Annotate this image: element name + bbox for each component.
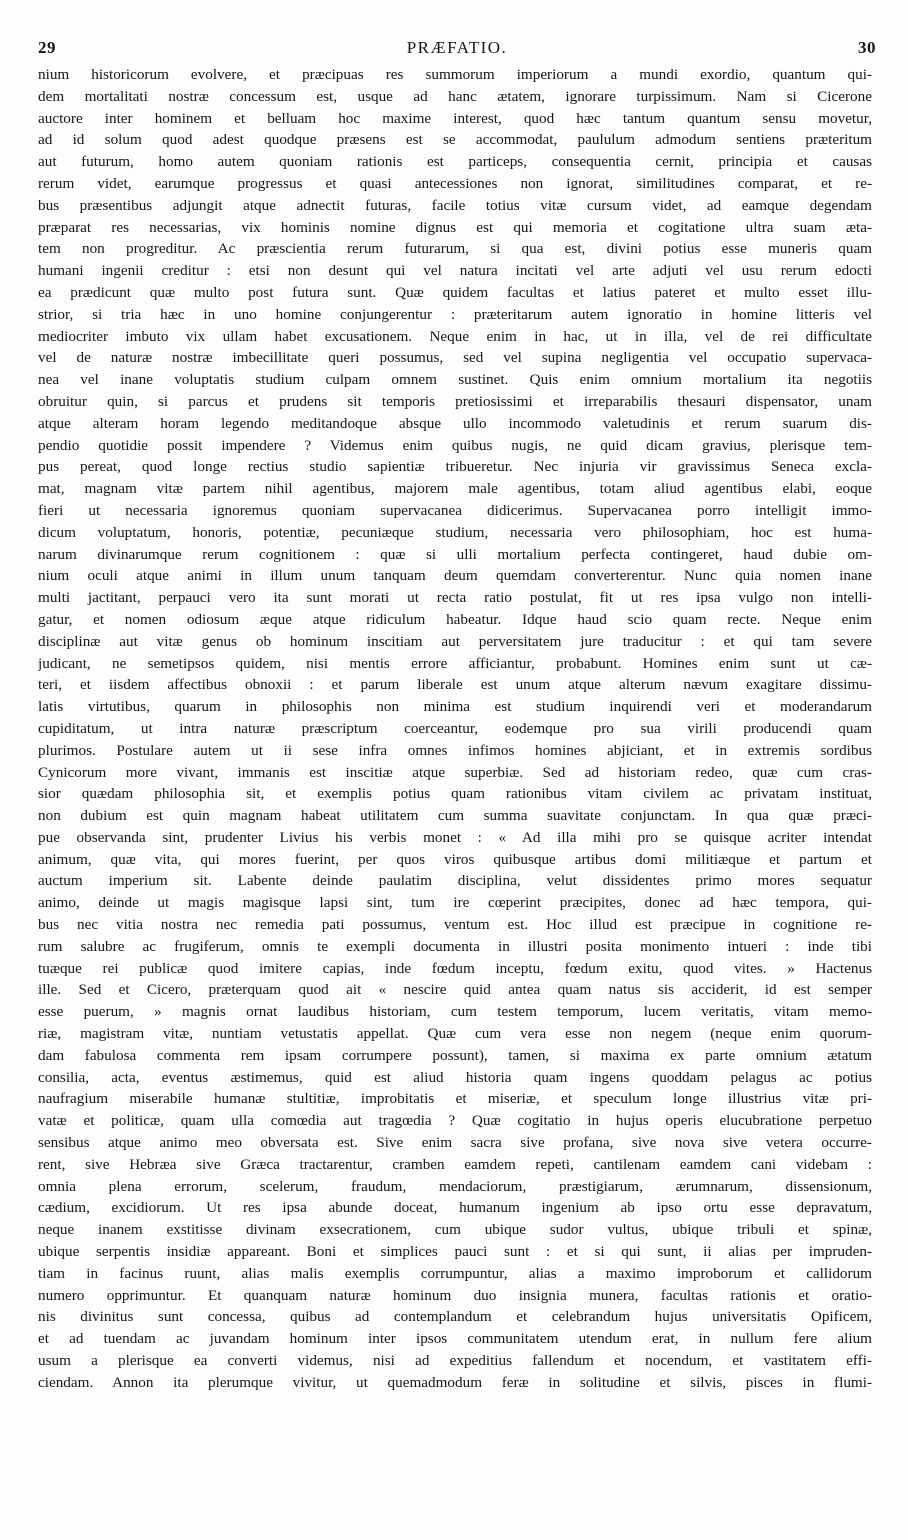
text-line: præparat res necessarias, vix hominis nomine dignus est qui memoria et cogitatione ultra suam æta- (38, 218, 872, 236)
text-line: ad id solum quod adest quodque præsens est se accommodat, paululum admodum sentiens præteritum (38, 131, 872, 149)
text-line: auctum imperium sit. Labente deinde paulatim disciplina, velut dissidentes primo mores sequatur (38, 872, 872, 890)
text-line: narum divinarumque rerum cognitionem : quæ si ulli mortalium perfecta contingeret, haud dubie om- (38, 545, 872, 563)
text-line: rum salubre ac frugiferum, omnis te exempli documenta in illustri posita monimento intueri : inde tibi (38, 937, 872, 955)
text-line: vatæ et politicæ, quam ulla comœdia aut tragœdia ? Quæ cogitatio in hujus operis elucubratione perpetuo (38, 1112, 872, 1130)
text-line: dem mortalitati nostræ concessum est, usque ad hanc ætatem, ignorare turpissimum. Nam si Cicerone (38, 87, 872, 105)
text-line: vel de naturæ nostræ imbecillitate queri possumus, sed vel supina negligentia vel occupatio supervaca- (38, 349, 872, 367)
text-line: rent, sive Hebræa sive Græca tractarentur, cramben eamdem repeti, cantilenam eamdem cani videbam : (38, 1155, 872, 1173)
text-line: neque inanem exstitisse divinam exsecrationem, cum ubique sudor vultus, ubique tribuli et spinæ, (38, 1221, 872, 1239)
text-line: mediocriter imbuto vix ullam habet excusationem. Neque enim in hac, ut in illa, vel de rei difficultate (38, 327, 872, 345)
text-line: teri, et iisdem affectibus obnoxii : et parum liberale est unum atque alterum nævum exagitare dissimu- (38, 676, 872, 694)
text-line: ubique serpentis insidiæ appareant. Boni et simplices pauci sunt : et si qui sunt, ii alias per impruden- (38, 1243, 872, 1261)
text-line: tiam in facinus ruunt, alias malis exemplis corrumpuntur, alias a maximo improborum et callidorum (38, 1264, 872, 1282)
page-number-left: 29 (38, 38, 56, 57)
text-line: esse puerum, » magnis ornat laudibus historiam, cum testem temporum, lucem veritatis, vitam memo- (38, 1003, 872, 1021)
text-line: animum, quæ vita, qui mores fuerint, per quos viros quibusque artibus domi militiæque et partum et (38, 850, 872, 868)
text-line: ille. Sed et Cicero, præterquam quod ait « nescire quid antea quam natus sis acciderit, id est semper (38, 981, 872, 999)
text-line: mat, magnam vitæ partem nihil agentibus, majorem male agentibus, totam aliud agentibus elabi, eoque (38, 480, 872, 498)
text-line: auctore inter hominem et belluam hoc maxime interest, quod hæc tantum quantum sensu movetur, (38, 109, 872, 127)
text-line: plurimos. Postulare autem ut ii sese infra omnes infimos homines abjiciant, et in extremis sordibus (38, 741, 872, 759)
text-line: aut futurum, homo autem quoniam rationis est particeps, consequentia cernit, principia et causas (38, 153, 872, 171)
text-line: pue observanda sint, prudenter Livius his verbis monet : « Ad illa mihi pro se quisque acriter intendat (38, 828, 872, 846)
text-line: cupiditatum, ut intra naturæ præscriptum coerceantur, eodemque pro sua virili producendi quam (38, 719, 872, 737)
text-line: gatur, et nomen odiosum æque atque ridiculum habeatur. Idque haud scio quam recte. Neque enim (38, 610, 872, 628)
text-line: fieri ut necessaria ignoremus quoniam supervacanea didicerimus. Supervacanea porro intelligit immo- (38, 501, 872, 519)
text-line: ea prædicunt quæ multo post futura sunt. Quæ quidem facultas et latius pateret et multo esset illu- (38, 283, 872, 301)
text-line: bus nec vitia nostra nec remedia pati possumus, ventum est. Hoc illud est præcipue in cognitione re- (38, 916, 872, 934)
text-line: latis virtutibus, quarum in philosophis non minima est studium inquirendi veri et moderandarum (38, 698, 872, 716)
text-line: naufragium miserabile humanæ stultitiæ, improbitatis et miseriæ, et speculum longe illustrius vitæ pri- (38, 1090, 872, 1108)
text-line: et ad tuendam ac juvandam hominum inter ipsos communitatem utendum erat, in nullum fere alium (38, 1330, 872, 1348)
text-line: non dubium est quin magnam habeat utilitatem cum summa suavitate conjunctam. In qua quæ præci- (38, 807, 872, 825)
text-line: Cynicorum more vivant, immanis est inscitiæ atque superbiæ. Sed ad historiam redeo, quæ cum cras- (38, 763, 872, 781)
text-line: animo, deinde ut magis magisque lapsi sint, tum ire cœperint præcipites, donec ad hæc tempora, qui- (38, 894, 872, 912)
text-line: dicum voluptatum, honoris, potentiæ, pecuniæque studium, necessaria vero philosophiam, hoc est huma- (38, 523, 872, 541)
text-line: pendio quotidie possit impendere ? Videmus enim quibus nugis, ne quid dicam gravius, plerisque tem- (38, 436, 872, 454)
text-line: nis divinitus sunt concessa, quibus ad contemplandum et celebrandum hujus universitatis Opificem, (38, 1308, 872, 1326)
text-line: humani ingenii creditur : etsi non desunt qui vel natura incitati vel arte adjuti vel usu rerum edocti (38, 262, 872, 280)
text-line: usum a plerisque ea converti videmus, nisi ad expeditius fallendum et nocendum, et vastitatem effi- (38, 1352, 872, 1370)
running-title: PRÆFATIO. (406, 38, 508, 57)
text-line: obruitur quin, si parcus et prudens sit temporis pretiosissimi et irreparabilis thesauri dispensator, unam (38, 392, 872, 410)
text-line: tem non progreditur. Ac præscientia rerum futurarum, si qua est, divini potius esse muneris quam (38, 240, 872, 258)
text-line: riæ, magistram vitæ, nuntiam vetustatis appellat. Quæ cum vera esse non negem (neque enim quorum- (38, 1025, 872, 1043)
body-text (38, 64, 872, 1394)
text-line: nium oculi atque animi in illum unum tanquam deum quemdam converterentur. Nunc quia nomen inane (38, 567, 872, 585)
text-line: bus præsentibus adjungit atque adnectit futuras, facile totius vitæ cursum videt, ad eamque degendam (38, 196, 872, 214)
text-line: atque alteram horam legendo meditandoque absque ullo incommodo valetudinis et rerum suarum dis- (38, 414, 872, 432)
text-line: tuæque rei publicæ quod imitere capias, inde fœdum inceptu, fœdum exitu, quod vites. » Hactenus (38, 959, 872, 977)
text-line: pus pereat, quod longe rectius studio sapientiæ tribueretur. Nec injuria vir gravissimus Seneca excla- (38, 458, 872, 476)
text-line: nium historicorum evolvere, et præcipuas res summorum imperiorum a mundi exordio, quantum qui- (38, 66, 872, 83)
text-line: sensibus atque animo meo obversata est. Sive enim sacra sive profana, sive nova sive vetera occurre- (38, 1134, 872, 1152)
text-line: disciplinæ aut vitæ genus ob hominum inscitiam aut perversitatem jure traducitur : et qui tam severe (38, 632, 872, 650)
text-line: numero opprimuntur. Et quanquam naturæ hominum duo insignia munera, facultas rationis et oratio- (38, 1286, 872, 1304)
text-line: ciendam. Annon ita plerumque vivitur, ut quemadmodum feræ in solitudine et silvis, pisces in flumi- (38, 1373, 872, 1391)
text-line: cædium, excidiorum. Ut res ipsa abunde doceat, humanum ingenium ab ipso ortu esse depravatum, (38, 1199, 872, 1217)
running-head (38, 38, 876, 60)
text-line: strior, si tria hæc in uno homine conjungerentur : præteritarum autem ignoratio in homine litteris vel (38, 305, 872, 323)
page-number-right: 30 (858, 38, 876, 57)
text-line: sior quædam philosophia sit, et exemplis potius quam rationibus vitam civilem ac privatam instituat, (38, 785, 872, 803)
text-line: rerum videt, earumque progressus et quasi antecessiones non ignorat, similitudines comparat, et re- (38, 174, 872, 192)
text-line: multi jactitant, perpauci vero ita sunt morati ut recta ratio postulat, fit ut res ipsa vulgo non intelli- (38, 589, 872, 607)
text-line: omnia plena errorum, scelerum, fraudum, mendaciorum, præstigiarum, ærumnarum, dissensionum, (38, 1177, 872, 1195)
text-line: judicant, ne semetipsos quidem, nisi mentis errore afficiantur, probabunt. Homines enim sunt ut cæ- (38, 654, 872, 672)
text-line: nea vel inane voluptatis studium culpam omnem sustinet. Quis enim omnium mortalium ita negotiis (38, 371, 872, 389)
text-line: consilia, acta, eventus æstimemus, quid est aliud historia quam ingens quoddam pelagus ac potius (38, 1068, 872, 1086)
text-line: dam fabulosa commenta rem ipsam corrumpere possunt), tamen, si maxima ex parte omnium ætatum (38, 1046, 872, 1064)
